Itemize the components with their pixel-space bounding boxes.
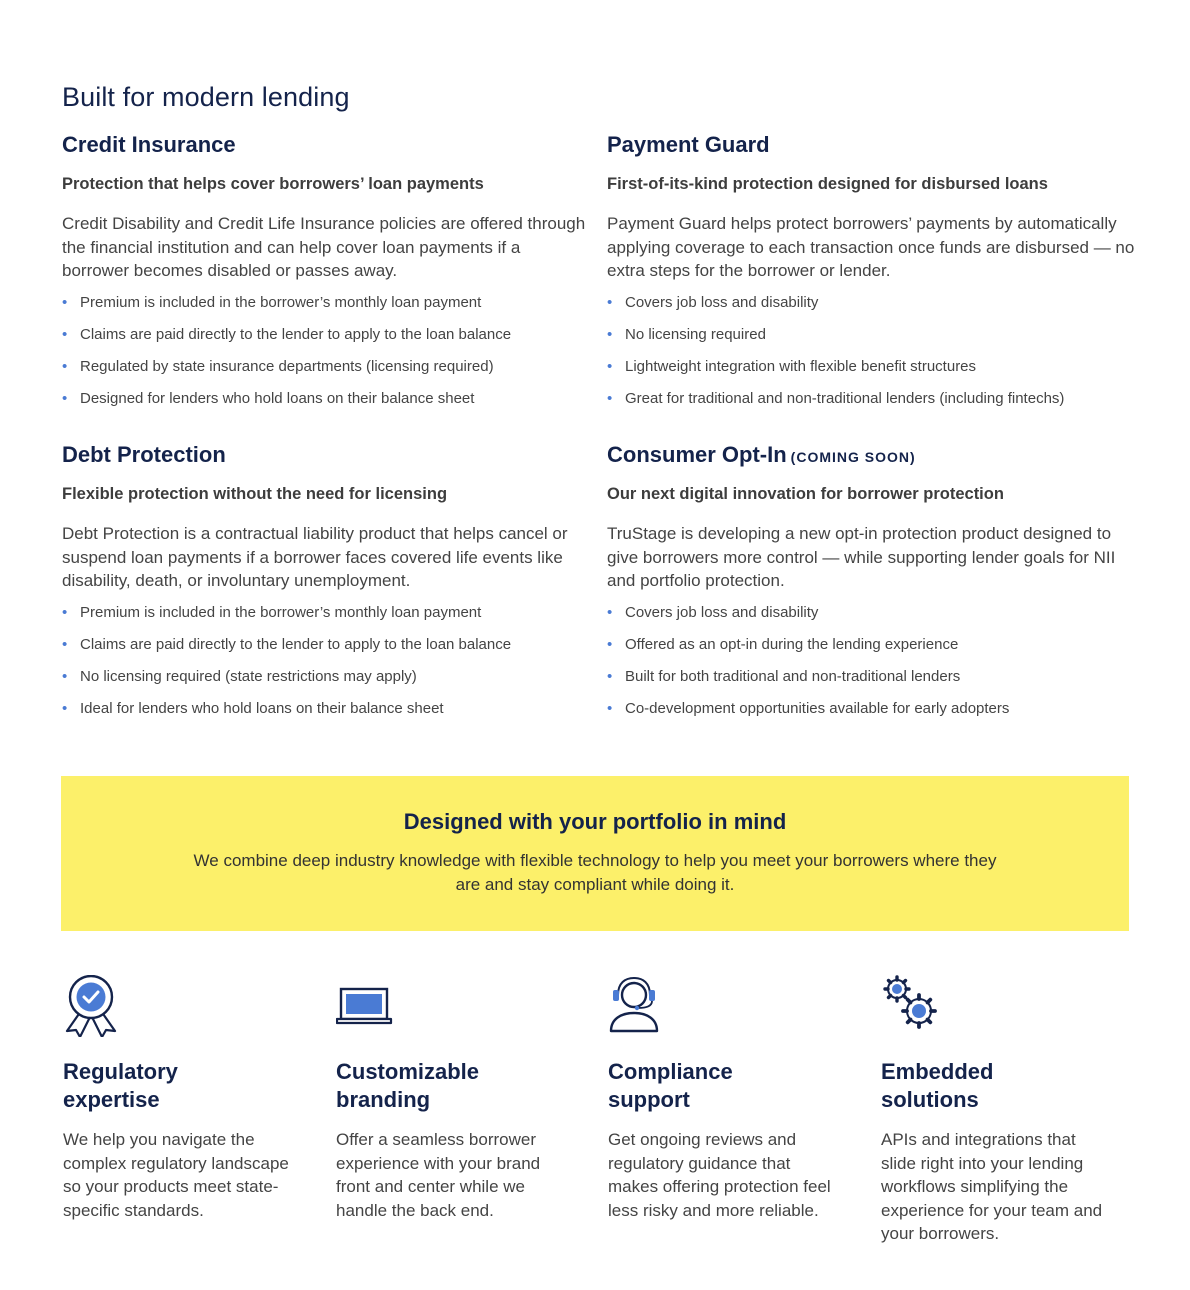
- feature-title: Embedded solutions: [881, 1059, 994, 1112]
- list-item: • Covers job loss and disability: [607, 603, 819, 621]
- product-subtitle: Our next digital innovation for borrower protection: [607, 485, 1004, 503]
- product-description: Debt Protection is a contractual liability product that helps cancel or suspend loan payments if a borrower faces covered life events like disability, death, or involuntary unemployment.: [62, 524, 568, 590]
- list-item: • Built for both traditional and non-traditional lenders: [607, 667, 961, 685]
- feature-text: APIs and integrations that slide right into your lending workflows simplifying the experience for your team and your borrowers.: [881, 1130, 1103, 1243]
- product-credit-insurance: [62, 131, 592, 421]
- bullet-icon: •: [607, 699, 613, 717]
- bullet-icon: •: [62, 293, 68, 311]
- list-item: • Claims are paid directly to the lender to apply to the loan balance: [62, 635, 512, 653]
- bullet-icon: •: [62, 699, 68, 717]
- banner-title: Designed with your portfolio in mind: [403, 809, 787, 834]
- product-bullet-list: [607, 293, 1147, 421]
- list-item: • Offered as an opt-in during the lending experience: [607, 635, 959, 653]
- award-ribbon-icon: [63, 975, 298, 1041]
- bullet-icon: •: [62, 635, 68, 653]
- feature-regulatory-expertise: [63, 975, 298, 1222]
- page-title: Built for modern lending: [62, 82, 350, 112]
- bullet-icon: •: [607, 635, 613, 653]
- portfolio-banner: [61, 776, 1129, 931]
- list-item: • Premium is included in the borrower’s monthly loan payment: [62, 293, 482, 311]
- product-consumer-opt-in: [607, 441, 1137, 731]
- product-bullet-list: [607, 603, 1137, 731]
- bullet-icon: •: [62, 603, 68, 621]
- bullet-icon: •: [607, 389, 613, 407]
- banner-text: We combine deep industry knowledge with flexible technology to help you meet your borrowers where they are and stay compliant while doing it.: [193, 851, 997, 894]
- product-title: Credit Insurance: [62, 132, 236, 157]
- feature-text: We help you navigate the complex regulatory landscape so your products meet state-specific standards.: [63, 1130, 289, 1220]
- bullet-icon: •: [62, 389, 68, 407]
- bullet-icon: •: [607, 293, 613, 311]
- bullet-icon: •: [62, 667, 68, 685]
- list-item: • Lightweight integration with flexible benefit structures: [607, 357, 977, 375]
- feature-title: Regulatory expertise: [63, 1059, 178, 1112]
- product-subtitle: Protection that helps cover borrowers’ loan payments: [62, 175, 484, 193]
- laptop-icon: [336, 975, 571, 1041]
- list-item: • No licensing required: [607, 325, 766, 343]
- bullet-icon: •: [62, 357, 68, 375]
- gears-icon: [881, 975, 1116, 1041]
- product-title: Payment Guard: [607, 132, 770, 157]
- list-item: • Ideal for lenders who hold loans on their balance sheet: [62, 699, 444, 717]
- feature-text: Get ongoing reviews and regulatory guidance that makes offering protection feel less risky and more reliable.: [608, 1130, 831, 1220]
- list-item: • Great for traditional and non-traditional lenders (including fintechs): [607, 389, 1065, 407]
- list-item: • No licensing required (state restrictions may apply): [62, 667, 417, 685]
- product-debt-protection: [62, 441, 592, 731]
- list-item: • Designed for lenders who hold loans on their balance sheet: [62, 389, 475, 407]
- product-title: Consumer Opt-In (COMING SOON): [607, 442, 916, 467]
- product-description: Payment Guard helps protect borrowers’ payments by automatically applying coverage to each transaction once funds are disbursed — no extra steps for the borrower or lender.: [607, 214, 1135, 280]
- product-description: TruStage is developing a new opt-in protection product designed to give borrowers more control — while supporting lender goals for NII and portfolio protection.: [607, 524, 1116, 590]
- headset-support-icon: [608, 975, 843, 1041]
- list-item: • Co-development opportunities available for early adopters: [607, 699, 1010, 717]
- feature-customizable-branding: [336, 975, 571, 1222]
- product-bullet-list: [62, 293, 592, 421]
- product-payment-guard: [607, 131, 1147, 421]
- product-title: Debt Protection: [62, 442, 226, 467]
- feature-title: Compliance support: [608, 1059, 733, 1112]
- coming-soon-badge: (COMING SOON): [790, 449, 916, 465]
- product-subtitle: Flexible protection without the need for licensing: [62, 485, 448, 503]
- list-item: • Regulated by state insurance departments (licensing required): [62, 357, 494, 375]
- list-item: • Covers job loss and disability: [607, 293, 819, 311]
- feature-text: Offer a seamless borrower experience with your brand front and center while we handle the back end.: [336, 1130, 541, 1220]
- feature-title: Customizable branding: [336, 1059, 480, 1112]
- product-description: Credit Disability and Credit Life Insurance policies are offered through the financial institution and can help cover loan payments if a borrower becomes disabled or passes away.: [62, 214, 586, 280]
- list-item: • Premium is included in the borrower’s monthly loan payment: [62, 603, 482, 621]
- bullet-icon: •: [607, 357, 613, 375]
- list-item: • Claims are paid directly to the lender to apply to the loan balance: [62, 325, 512, 343]
- feature-compliance-support: [608, 975, 843, 1222]
- product-bullet-list: [62, 603, 592, 731]
- bullet-icon: •: [607, 667, 613, 685]
- product-subtitle: First-of-its-kind protection designed for disbursed loans: [607, 175, 1048, 193]
- bullet-icon: •: [62, 325, 68, 343]
- feature-embedded-solutions: [881, 975, 1116, 1246]
- bullet-icon: •: [607, 325, 613, 343]
- bullet-icon: •: [607, 603, 613, 621]
